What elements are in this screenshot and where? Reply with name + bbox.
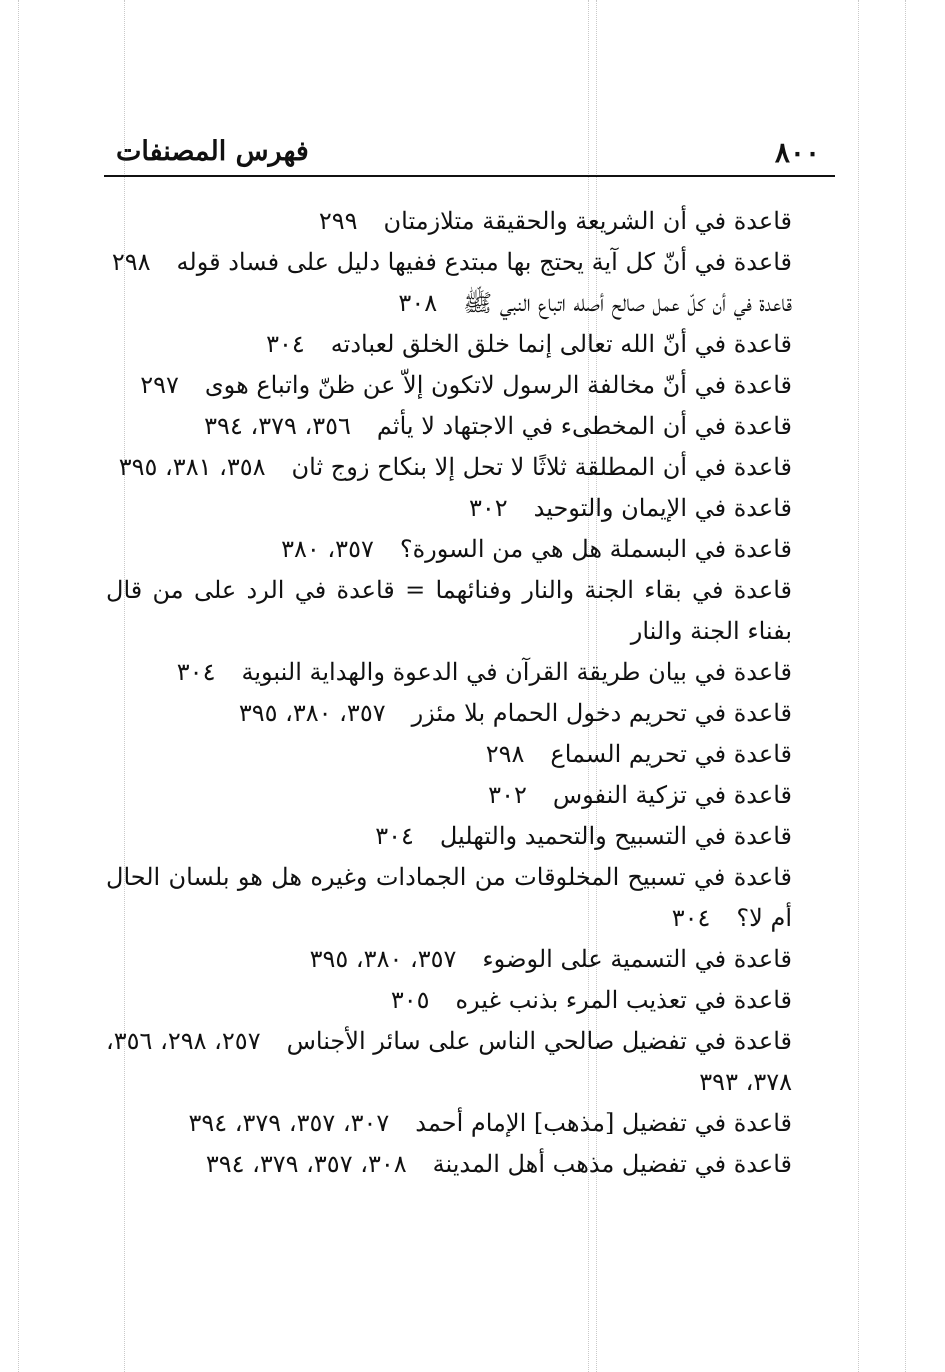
entry-title: قاعدة في التسمية على الوضوء [482,945,792,973]
index-entry [104,488,792,529]
entry-pages: ٢٩٧ [140,371,179,399]
index-entries-list [104,201,792,1185]
index-entry [104,1103,792,1144]
entry-pages: ٣٠٢ [468,494,508,522]
entry-pages: ٣٥٨، ٣٨١، ٣٩٥ [118,453,266,481]
index-entry [104,529,792,570]
index-entry [104,734,792,775]
entry-title: قاعدة في أن كلّ عمل صالح أصله اتباع النبي ﷺ [463,289,792,317]
entry-pages: ٢٩٩ [318,207,358,235]
entry-pages: ٢٩٨ [485,740,525,768]
scan-dotted-line [18,0,19,1372]
entry-title: قاعدة في أنّ الله تعالى إنما خلق الخلق لعبادته [330,330,792,358]
index-entry [104,816,792,857]
entry-title: قاعدة في أن المخطىء في الاجتهاد لا يأثم [376,412,792,440]
index-entry [104,939,792,980]
index-entry [104,365,792,406]
index-entry [104,775,792,816]
entry-pages: ٣٠٤ [176,658,216,686]
entry-pages: ٣٠٤ [266,330,305,358]
entry-title: قاعدة في أنّ كل آية يحتج بها مبتدع ففيها دليل على فساد قوله [176,248,792,276]
entry-title: قاعدة في تزكية النفوس [552,781,792,809]
page-number: ٨٠٠ [774,136,820,169]
entry-pages: ٣٠٤ [375,822,414,850]
entry-pages: ٣٥٧، ٣٨٠، ٣٩٥ [309,945,457,973]
index-entry [104,283,792,324]
entry-pages: ٣٠٨، ٣٥٧، ٣٧٩، ٣٩٤ [205,1150,407,1178]
entry-title: قاعدة في تحريم السماع [550,740,792,768]
index-entry [104,201,792,242]
running-title: فهرس المصنفات [116,136,309,167]
entry-title: قاعدة في تفضيل مذهب أهل المدينة [432,1150,792,1178]
index-entry [104,857,792,939]
entry-pages: ٢٩٨ [111,248,151,276]
entry-title: قاعدة في تفضيل صالحي الناس على سائر الأجناس [286,1027,792,1055]
entry-pages: ٣٠٢ [488,781,527,809]
index-entry [104,693,792,734]
index-entry [104,447,792,488]
index-entry [104,406,792,447]
index-entry [104,652,792,693]
entry-title: قاعدة في أن الشريعة والحقيقة متلازمتان [383,207,792,235]
index-entry [104,242,792,283]
entry-pages: ٣٠٧، ٣٥٧، ٣٧٩، ٣٩٤ [188,1109,390,1137]
entry-title: قاعدة في تفضيل [مذهب] الإمام أحمد [415,1109,792,1137]
entry-title: قاعدة في البسملة هل هي من السورة؟ [399,535,792,563]
scan-dotted-line [858,0,859,1372]
entry-pages: ٢٥٧، ٢٩٨، ٣٥٦، ٣٧٨، ٣٩٣ [106,1027,792,1096]
index-entry [104,324,792,365]
entry-pages: ٣٠٥ [390,986,430,1014]
entry-pages: ٣٥٧، ٣٨٠، ٣٩٥ [238,699,386,727]
entry-title: قاعدة في بيان طريقة القرآن في الدعوة والهداية النبوية [241,658,792,686]
page-header [104,134,834,174]
entry-pages: ٣٥٦، ٣٧٩، ٣٩٤ [204,412,351,440]
entry-title: قاعدة في تسبيح المخلوقات من الجمادات وغيره هل هو بلسان الحال أم لا؟ [106,863,792,932]
entry-title: قاعدة في أنّ مخالفة الرسول لاتكون إلاّ عن ظنّ واتباع هوى [204,371,792,399]
entry-title: قاعدة في التسبيح والتحميد والتهليل [439,822,792,850]
header-rule [104,175,835,177]
index-entry [104,980,792,1021]
entry-pages: ٣٠٤ [671,904,711,932]
entry-title: قاعدة في الإيمان والتوحيد [533,494,792,522]
index-entry [104,1144,792,1185]
entry-title: قاعدة في تعذيب المرء بذنب غيره [455,986,792,1014]
index-entry [104,1021,792,1103]
entry-title: قاعدة في بقاء الجنة والنار وفنائهما = قاعدة في الرد على من قال بفناء الجنة والنار [106,576,792,645]
entry-title: قاعدة في تحريم دخول الحمام بلا مئزر [411,699,792,727]
entry-title: قاعدة في أن المطلقة ثلاثًا لا تحل إلا بنكاح زوج ثان [291,453,792,481]
entry-pages: ٣٥٧، ٣٨٠ [281,535,374,563]
index-entry [104,570,792,652]
entry-pages: ٣٠٨ [398,289,438,317]
scan-dotted-line [905,0,906,1372]
